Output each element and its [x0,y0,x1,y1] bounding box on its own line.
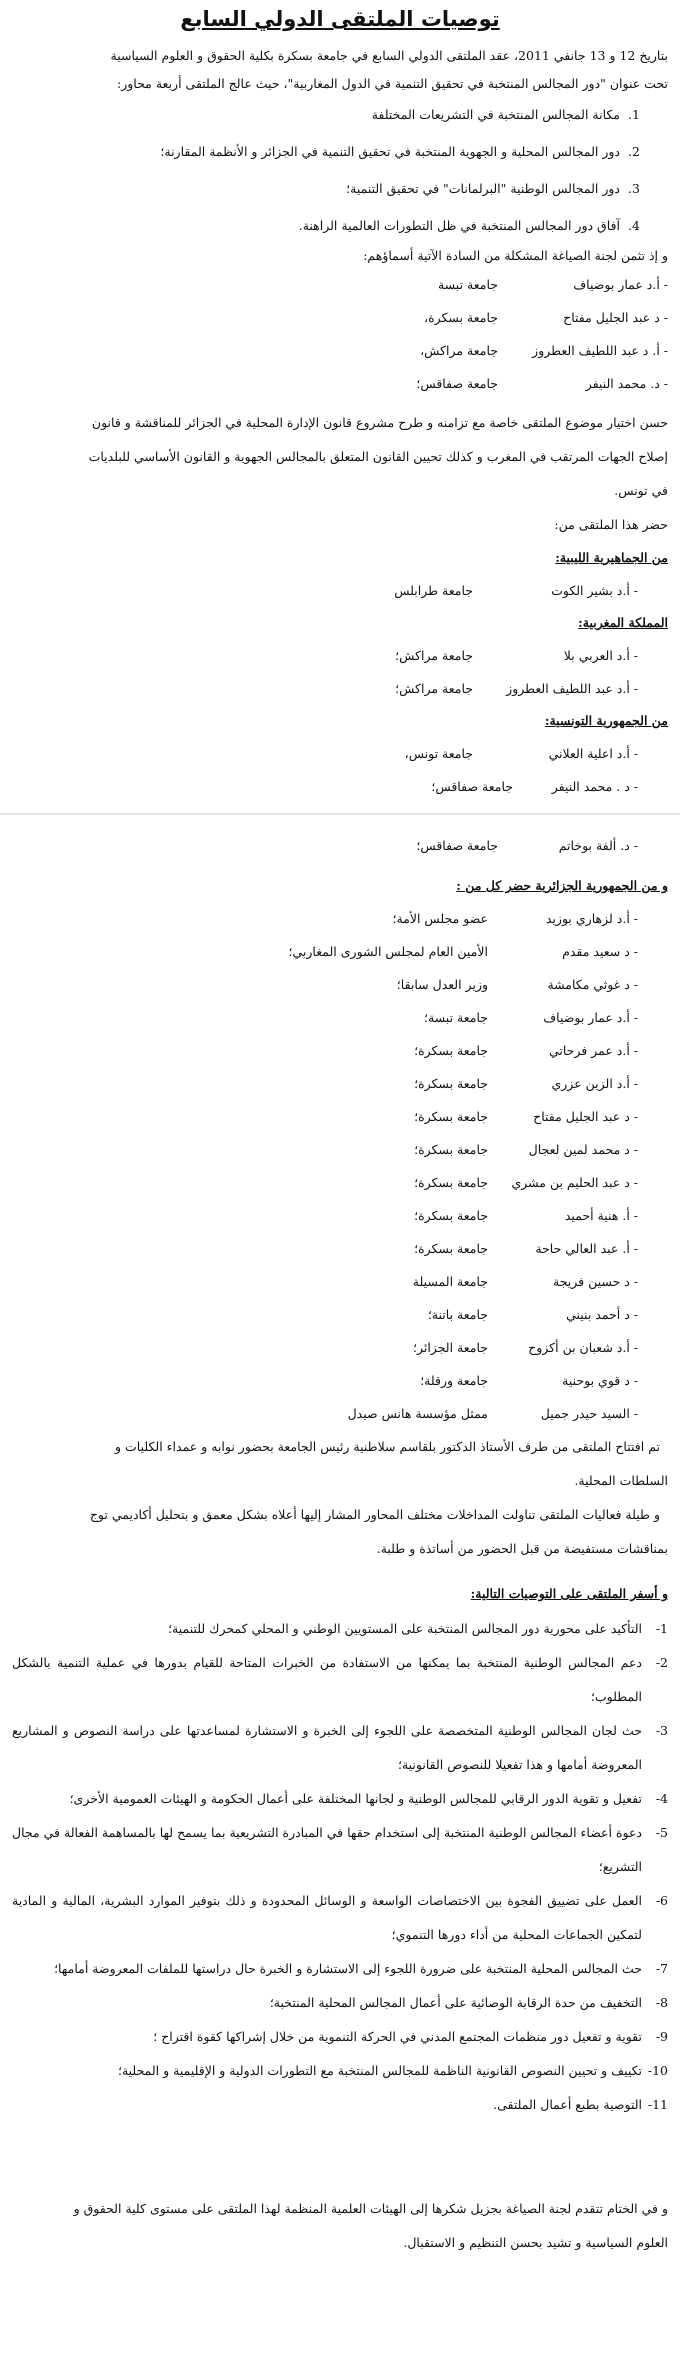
closing-line-2: العلوم السياسية و تشيد بحسن التنظيم و الاستقبال. [403,2235,668,2250]
libya-heading: من الجماهيرية الليبية: [555,550,668,565]
list-item: 5- دعوة أعضاء المجالس الوطنية المنتخبة إلى استخدام حقها في المبادرة التشريعية بما يسمح لها بالمساهمة الفعالة في مجال التشريع؛ [12,1825,668,1874]
list-item: - أ. د عبد اللطيف العطروز جامعة مراكش، [420,342,668,358]
list-item: - أ.د عبد اللطيف العطروز جامعة مراكش؛ [395,680,638,696]
list-item: 2. دور المجالس المحلية و الجهوية المنتخبة في تحقيق التنمية في الجزائر و الأنظمة المقارنة؛ [160,143,640,159]
intro-line-2: تحت عنوان "دور المجالس المنتخبة في تحقيق التنمية في الدول المغاربية"، حيث عالج الملتقى أربعة محاور: [117,76,668,91]
list-item: - د. ألفة بوخاتم جامعة صفاقس؛ [416,837,638,853]
list-item: - أ.د الزين عزري جامعة بسكرة؛ [414,1075,638,1091]
list-item: - أ.د شعبان بن أكزوح جامعة الجزائر؛ [412,1339,638,1355]
spacer [12,2122,668,2192]
opening-line-1: تم افتتاح الملتقى من طرف الأستاذ الدكتور بلقاسم سلاطنية رئيس الجامعة بحضور نوابه و عمداء الكليات و [115,1439,660,1454]
tunisia-heading: من الجمهورية التونسية: [544,713,668,728]
list-item: 4. آفاق دور المجالس المنتخبة في ظل التطورات العالمية الراهنة. [298,217,640,233]
list-item: - د قوي بوحنية جامعة ورقلة؛ [420,1372,638,1388]
list-item: - أ.د عمر فرحاتي جامعة بسكرة؛ [414,1042,638,1058]
list-item: - أ. هنية أحميد جامعة بسكرة؛ [414,1207,638,1223]
list-item: - أ.د بشير الكوت جامعة طرابلس [394,582,638,598]
list-item: - أ.د عمار بوضياف جامعة تبسة؛ [423,1009,638,1025]
list-item: - د . محمد النيفر جامعة صفاقس؛ [431,778,638,794]
committee-intro: و إذ تثمن لجنة الصياغة المشكلة من السادة الآتية أسماؤهم: [363,248,668,263]
list-item: - د عبد الجليل مفتاح جامعة بسكرة، [424,309,668,325]
list-item: - أ.د العربي بلا جامعة مراكش؛ [395,647,638,663]
recommendations-list [12,1612,668,2122]
list-item: 7- حث المجالس المحلية المنتخبة على ضرورة اللجوء إلى الاستشارة و الخبرة حال دراستها للملفات المعروضة أمامها؛ [54,1961,668,1976]
list-item: - أ. عبد العالي حاحة جامعة بسكرة؛ [414,1240,638,1256]
intro-line-1: بتاريخ 12 و 13 جانفي 2011، عقد الملتقى الدولي السابع في جامعة بسكرة بكلية الحقوق و العلوم السياسية [110,48,668,63]
committee-text-3: في تونس. [614,483,668,498]
page-divider [0,813,680,815]
activities-line-2: بمناقشات مستفيضة من قبل الحضور من أساتذة و طلبة. [376,1541,668,1556]
list-item: 1. مكانة المجالس المنتخبة في التشريعات المختلفة [371,106,640,122]
list-item: 3- حث لجان المجالس الوطنية المتخصصة على اللجوء إلى الخبرة و الاستشارة لمساعدتها على دراسة النصوص و المشاريع المعروضة أمامها و هذا تفعيلا للنصوص القانونية؛ [12,1723,668,1772]
list-item: - السيد حيدر جميل ممثل مؤسسة هانس صيدل [347,1405,638,1421]
list-item: 11- التوصية بطبع أعمال الملتقى. [493,2097,668,2112]
committee-text-2: إصلاح الجهات المرتقب في المغرب و كذلك تحيين القانون المتعلق بالمجالس الجهوية و القانون الأساسي للبلديات [88,449,668,464]
morocco-heading: المملكة المغربية: [578,615,668,630]
algeria-heading: و من الجمهورية الجزائرية حضر كل من : [456,878,668,893]
recommendations-heading: و أسفر الملتقى على التوصيات التالية: [470,1586,668,1601]
list-item: - أ.د اعلية العلاني جامعة تونس، [404,745,638,761]
list-item: - د حسين فريجة جامعة المسيلة [412,1273,638,1289]
list-item: - د أحمد بنيني جامعة باتنة؛ [427,1306,638,1322]
list-item: - د سعيد مقدم الأمين العام لمجلس الشورى المغاربي؛ [288,943,638,959]
list-item: - د عبد الجليل مفتاح جامعة بسكرة؛ [414,1108,638,1124]
document-title: توصيات الملتقى الدولي السابع [180,7,500,31]
list-item: 9- تقوية و تفعيل دور منظمات المجتمع المدني في الحركة التنموية من خلال إشراكها كقوة اقتراح ؛ [153,2029,668,2044]
list-item: - د غوثي مكامشة وزير العدل سابقا؛ [396,976,638,992]
list-item: 8- التخفيف من حدة الرقابة الوصائية على أعمال المجالس المحلية المنتخبة؛ [269,1995,668,2010]
algeria-list [12,902,668,1430]
closing-line-1: و في الختام تتقدم لجنة الصياغة بجزيل شكرها إلى الهيئات العلمية المنظمة لهذا الملتقى على مستوى كلية الحقوق و [73,2201,668,2216]
list-item: 3. دور المجالس الوطنية "البرلمانات" في تحقيق التنمية؛ [346,180,640,196]
axes-list [12,96,668,244]
list-item: 4- تفعيل و تقوية الدور الرقابي للمجالس الوطنية و لجانها المختلفة على أعمال الحكومة و الهيئات العمومية الأخرى؛ [69,1791,668,1806]
list-item: - د محمد لمين لعجال جامعة بسكرة؛ [414,1141,638,1157]
list-item: 10- تكييف و تحيين النصوص القانونية الناظمة للمجالس المنتخبة مع التطورات الدولية و الإقليمية و المحلية؛ [117,2063,668,2078]
opening-line-2: السلطات المحلية. [574,1473,668,1488]
list-item: 1- التأكيد على محورية دور المجالس المنتخبة على المستويين الوطني و المحلي كمحرك للتنمية؛ [168,1621,668,1636]
list-item: - أ.د عمار بوضياف جامعة تبسة [437,276,668,292]
list-item: 2- دعم المجالس الوطنية المنتخبة بما يمكنها من الاستفادة من الخبرات المتاحة للقيام بدورها في عملية التنمية بالشكل المطلوب؛ [12,1655,668,1704]
attendance-intro: حضر هذا الملتقى من: [554,517,668,532]
list-item: - د عبد الحليم بن مشري جامعة بسكرة؛ [414,1174,638,1190]
committee-list [12,268,668,400]
list-item: - د. محمد النيفر جامعة صفاقس؛ [416,375,668,391]
committee-text-1: حسن اختيار موضوع الملتقى خاصة مع تزامنه و طرح مشروع قانون الإدارة المحلية في الجزائر للمناقشة و قانون [91,415,668,430]
activities-line-1: و طيلة فعاليات الملتقى تناولت المداخلات مختلف المحاور المشار إليها أعلاه بشكل معمق و بتحليل أكاديمي توج [89,1507,660,1522]
list-item: 6- العمل على تضييق الفجوة بين الاختصاصات الواسعة و الوسائل المحدودة و ذلك بتوفير الموارد البشرية، المالية و المادية لتمكين الجماعات المحلية من أداء دورها التنموي؛ [12,1893,668,1942]
list-item: - أ.د لزهاري بوزيد عضو مجلس الأمة؛ [392,910,638,926]
